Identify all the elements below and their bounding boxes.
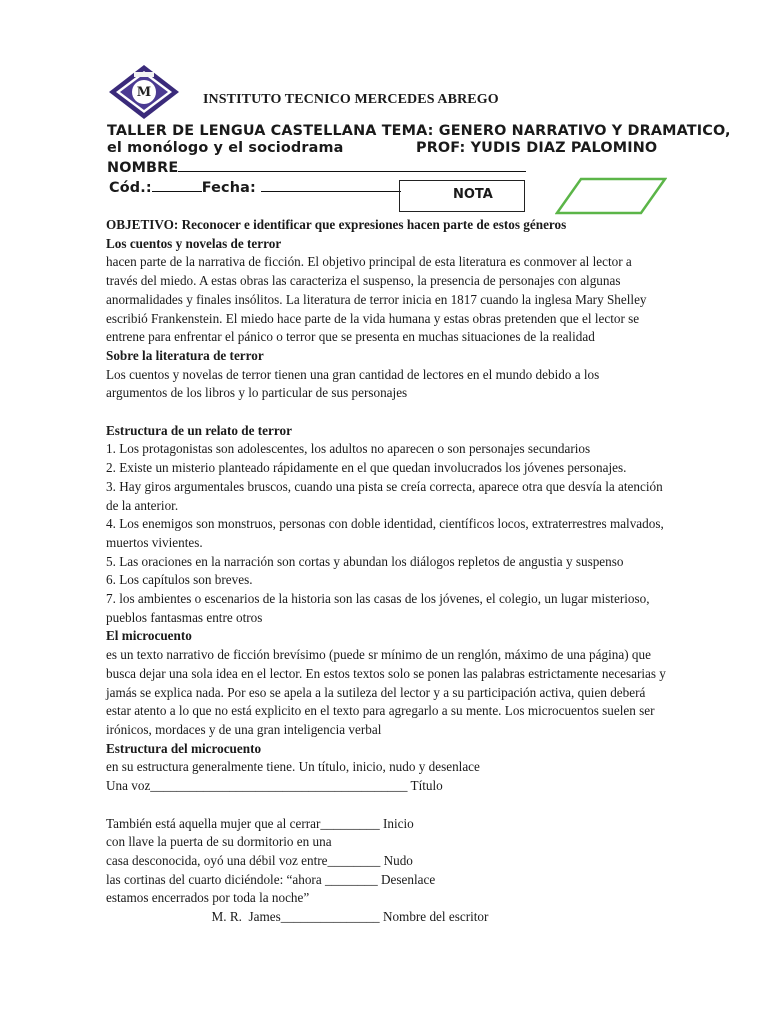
body-line: en su estructura generalmente tiene. Un título, inicio, nudo y desenlace [106,759,480,775]
body-line: con llave la puerta de su dormitorio en una [106,834,332,850]
cod-label: Cód.: [109,180,152,196]
body-line [106,796,716,815]
institute-name: INSTITUTO TECNICO MERCEDES ABREGO [203,92,499,107]
body-line: irónicos, mordaces y de una gran inteligencia verbal [106,721,382,737]
body-line: estamos encerrados por toda la noche” [106,890,310,906]
nota-label: NOTA [453,187,493,202]
body-line: 5. Las oraciones en la narración son cortas y abundan los diálogos repletos de angustia y suspenso [106,553,624,569]
section-heading: Los cuentos y novelas de terror [106,235,282,251]
body-line: Una voz_______________________________________ Título [106,778,443,794]
body-line: 1. Los protagonistas son adolescentes, los adultos no aparecen o son personajes secundarios [106,441,591,457]
body-line: argumentos de los libros y lo particular de sus personajes [106,385,408,401]
body-line: 4. Los enemigos son monstruos, personas con doble identidad, científicos locos, extraterrestres malvados, [106,516,664,532]
document-body [106,216,716,927]
cod-fecha-fields[interactable] [109,177,401,196]
nombre-blank [178,157,526,172]
body-line: estar atento a lo que no está explicito en el texto para agregarlo a su mente. Los microcuentos suelen ser [106,703,655,719]
body-line: es un texto narrativo de ficción brevísimo (puede sr mínimo de un renglón, máximo de una página) que [106,647,651,663]
svg-text:M: M [136,85,152,100]
body-line: hacen parte de la narrativa de ficción. El objetivo principal de esta literatura es conmover al lector a [106,254,632,270]
body-line: través del miedo. A estas obras las caracteriza el suspenso, la presencia de personajes con algunas [106,273,621,289]
body-line: 7. los ambientes o escenarios de la historia son las casas de los jóvenes, el colegio, un lugar misterioso, [106,591,650,607]
fecha-blank [261,177,401,192]
section-heading: Estructura de un relato de terror [106,422,292,438]
taller-subtitle: el monólogo y el sociodrama [107,140,344,156]
fecha-label: Fecha: [201,180,256,196]
body-line: 2. Existe un misterio planteado rápidamente en el que quedan involucrados los jóvenes personajes. [106,460,627,476]
body-line: 3. Hay giros argumentales bruscos, cuando una pista se creía correcta, aparece otra que desvía la atención [106,478,663,494]
school-logo [108,64,180,120]
body-line: pueblos fantasmas entre otros [106,609,263,625]
section-heading: OBJETIVO: Reconocer e identificar que expresiones hacen parte de estos géneros [106,217,567,232]
section-heading: Estructura del microcuento [106,740,262,756]
section-heading: Sobre la literatura de terror [106,347,264,363]
body-line: de la anterior. [106,497,179,513]
nombre-field[interactable] [107,157,526,176]
taller-title-line1: TALLER DE LENGUA CASTELLANA TEMA: GENERO NARRATIVO Y DRAMATICO, [107,123,731,139]
body-line [106,403,716,422]
body-line: También está aquella mujer que al cerrar_________ Inicio [106,815,414,831]
teacher-name: PROF: YUDIS DIAZ PALOMINO [416,140,658,156]
body-line: las cortinas del cuarto diciéndole: “ahora ________ Desenlace [106,871,436,887]
body-line: escribió Frankenstein. El miedo hace parte de la vida humana y estas obras pretenden que el lector se [106,310,640,326]
body-line: casa desconocida, oyó una débil voz entre________ Nudo [106,852,413,868]
nombre-label: NOMBRE [107,160,179,176]
body-line: 6. Los capítulos son breves. [106,572,253,588]
body-line: Los cuentos y novelas de terror tienen una gran cantidad de lectores en el mundo debido a los [106,366,600,382]
body-line: entrene para enfrentar el pánico o terror que se presenta en muchas situaciones de la realidad [106,329,595,345]
grade-parallelogram[interactable] [555,177,667,215]
cod-blank [152,177,202,192]
body-line: anormalidades y finales insólitos. La literatura de terror inicia en 1817 cuando la inglesa Mary Shelley [106,291,647,307]
body-line: jamás se explica nada. Por eso se apela a la sutileza del lector y a su participación activa, quien deberá [106,684,646,700]
body-line: busca dejar una sola idea en el lector. En estos textos solo se ponen las palabras estrictamente necesarias y [106,665,666,681]
body-line: M. R. James_______________ Nombre del escritor [106,909,489,925]
body-line: muertos vivientes. [106,534,203,550]
section-heading: El microcuento [106,628,192,644]
